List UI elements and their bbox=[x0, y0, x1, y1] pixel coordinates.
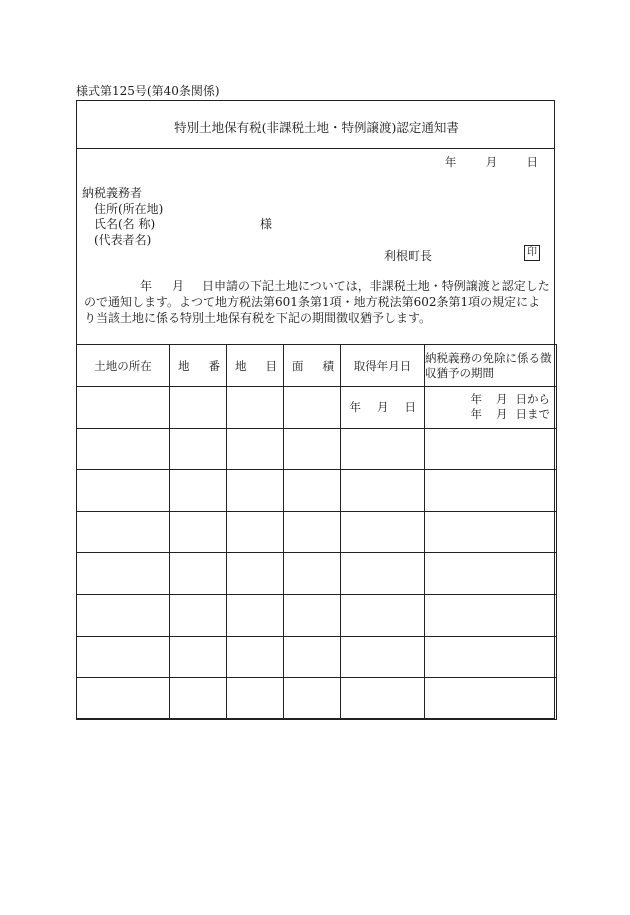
table-row bbox=[77, 678, 557, 720]
table-row bbox=[77, 428, 557, 470]
title-divider bbox=[77, 148, 554, 149]
date-month: 月 bbox=[485, 155, 498, 169]
table-row bbox=[77, 636, 557, 678]
cell-lot-number bbox=[170, 387, 227, 429]
table-row bbox=[77, 511, 557, 553]
table-row bbox=[77, 594, 557, 636]
header-lot-number: 地 番 bbox=[170, 345, 227, 387]
header-acquisition-date: 取得年月日 bbox=[341, 345, 425, 387]
table-row bbox=[77, 387, 557, 429]
cell-exemption-period: 年 月 日から 年 月 日まで bbox=[425, 387, 557, 429]
table-row bbox=[77, 470, 557, 512]
land-table bbox=[76, 344, 557, 720]
honorific: 様 bbox=[260, 217, 273, 231]
address-label: 住所(所在地) bbox=[94, 202, 164, 216]
header-exemption-period: 納税義務の免除に係る徴収猶予の期間 bbox=[425, 345, 557, 387]
form-title: 特別土地保有税(非課税土地・特例譲渡)認定通知書 bbox=[174, 120, 459, 135]
cell-land-category bbox=[227, 387, 284, 429]
taxpayer-heading: 納税義務者 bbox=[82, 186, 143, 200]
notice-month: 月 bbox=[172, 279, 185, 293]
form-number: 様式第125号(第40条関係) bbox=[76, 84, 220, 98]
issue-date bbox=[445, 154, 538, 170]
cell-area bbox=[284, 387, 341, 429]
header-land-category: 地 目 bbox=[227, 345, 284, 387]
table-row bbox=[77, 553, 557, 595]
notice-year: 年 bbox=[140, 279, 153, 293]
date-year: 年 bbox=[444, 155, 457, 169]
header-location: 土地の所在 bbox=[77, 345, 170, 387]
header-area: 面 積 bbox=[284, 345, 341, 387]
cell-location bbox=[77, 387, 170, 429]
notice-text: 日申請の下記土地については，非課税土地・特例譲渡と認定したので通知します。よつて地方税法第601条第1項・地方税法第602条第1項の規定により当該土地に係る特別土地保有税を下記の期間徴収猶予します。 bbox=[84, 279, 550, 325]
cell-acquisition-date: 年 月 日 bbox=[341, 387, 425, 429]
date-day: 日 bbox=[526, 155, 538, 169]
representative-label: (代表者名) bbox=[94, 233, 152, 247]
seal-mark: 印 bbox=[524, 245, 540, 261]
name-label: 氏名(名 称) bbox=[94, 217, 156, 231]
notice-paragraph bbox=[84, 278, 550, 326]
issuer-name: 利根町長 bbox=[384, 249, 433, 263]
